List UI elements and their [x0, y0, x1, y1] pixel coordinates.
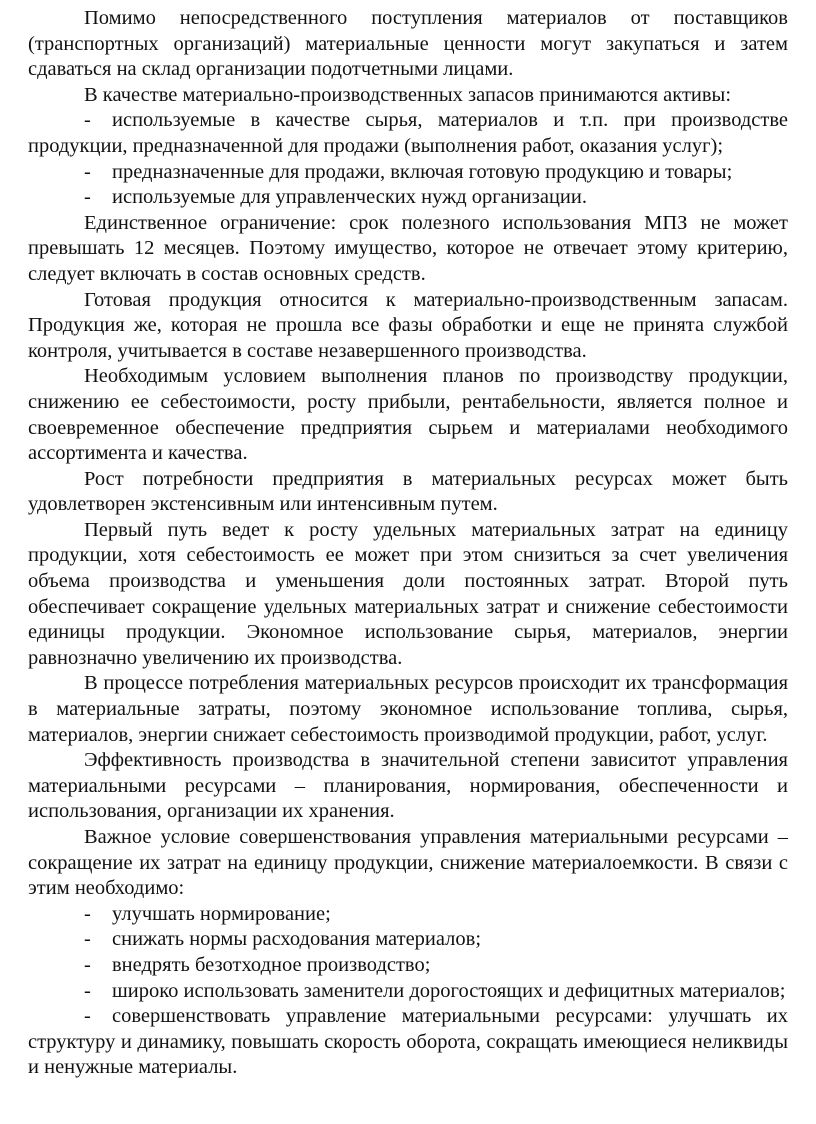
list-item-text: совершенствовать управление материальными ресурсами: улучшать их структуру и динамику, повышать скорость оборота, сокращать имеющиеся неликвиды и ненужные материалы. — [28, 1005, 788, 1079]
paragraph-consumption: В процессе потребления материальных ресурсов происходит их трансформация в материальные затраты, поэтому экономное использование топлива, сырья, материалов, энергии снижает себестоимость производимой продукции, работ, услуг. — [28, 672, 788, 746]
list-item-text: широко использовать заменители дорогостоящих и дефицитных материалов; — [112, 979, 786, 1002]
list-marker: - — [84, 109, 91, 132]
list-item-waste-free — [28, 953, 788, 979]
paragraph-finished-goods: Готовая продукция относится к материально-производственным запасам. Продукция же, которая не прошла все фазы обработки и еще не принята службой контроля, учитывается в составе незавершенного производства. — [28, 288, 788, 362]
list-item-management — [28, 185, 788, 211]
list-marker: - — [84, 186, 91, 209]
list-marker: - — [84, 1005, 91, 1028]
paragraph-demand-growth: Рост потребности предприятия в материальных ресурсах может быть удовлетворен экстенсивным или интенсивным путем. — [28, 467, 788, 516]
list-item-text: улучшать нормирование; — [112, 902, 331, 925]
list-item-text: предназначенные для продажи, включая готовую продукцию и товары; — [112, 160, 733, 183]
paragraph-conditions: Необходимым условием выполнения планов по производству продукции, снижению ее себестоимости, росту прибыли, рентабельности, является полное и своевременное обеспечение предприятия сырьем и материалами необходимого ассортимента и качества. — [28, 365, 788, 465]
list-marker: - — [84, 979, 91, 1002]
paragraph-supply: Помимо непосредственного поступления материалов от поставщиков (транспортных организаций) материальные ценности могут закупаться и затем сдаваться на склад организации подотчетными лицами. — [28, 7, 788, 81]
list-marker: - — [84, 902, 91, 925]
list-item-rationing — [28, 902, 788, 928]
list-item-text: используемые в качестве сырья, материалов и т.п. при производстве продукции, предназначенной для продажи (выполнения работ, оказания услуг); — [28, 109, 788, 157]
list-marker: - — [84, 928, 91, 951]
paragraph-important-condition: Важное условие совершенствования управления материальными ресурсами – сокращение их затрат на единицу продукции, снижение материалоемкости. В связи с этим необходимо: — [28, 826, 788, 900]
list-item-text: внедрять безотходное производство; — [112, 953, 431, 976]
list-item-management-improvement — [28, 1004, 788, 1081]
list-item-norms — [28, 927, 788, 953]
list-item-text: снижать нормы расходования материалов; — [112, 928, 482, 951]
list-item-raw-materials — [28, 108, 788, 159]
paragraph-first-path: Первый путь ведет к росту удельных материальных затрат на единицу продукции, хотя себестоимость ее может при этом снизиться за счет увеличения объема производства и уменьшения доли постоянных затрат. Второй путь обеспечивает сокращение удельных материальных затрат и снижение себестоимости единицы продукции. Экономное использование сырья, материалов, энергии равнозначно увеличению их производства. — [28, 518, 788, 669]
paragraph-efficiency: Эффективность производства в значительной степени зависитот управления материальными ресурсами – планирования, нормирования, обеспеченности и использования, организации их хранения. — [28, 749, 788, 823]
list-item-text: используемые для управленческих нужд организации. — [112, 186, 587, 209]
paragraph-inventory-intro: В качестве материально-производственных запасов принимаются активы: — [84, 83, 732, 106]
paragraph-limitation: Единственное ограничение: срок полезного использования МПЗ не может превышать 12 месяцев. Поэтому имущество, которое не отвечает этому критерию, следует включать в состав основных средств. — [28, 211, 788, 285]
list-item-for-sale — [28, 160, 788, 186]
list-marker: - — [84, 953, 91, 976]
list-item-substitutes — [28, 979, 788, 1005]
list-marker: - — [84, 160, 91, 183]
